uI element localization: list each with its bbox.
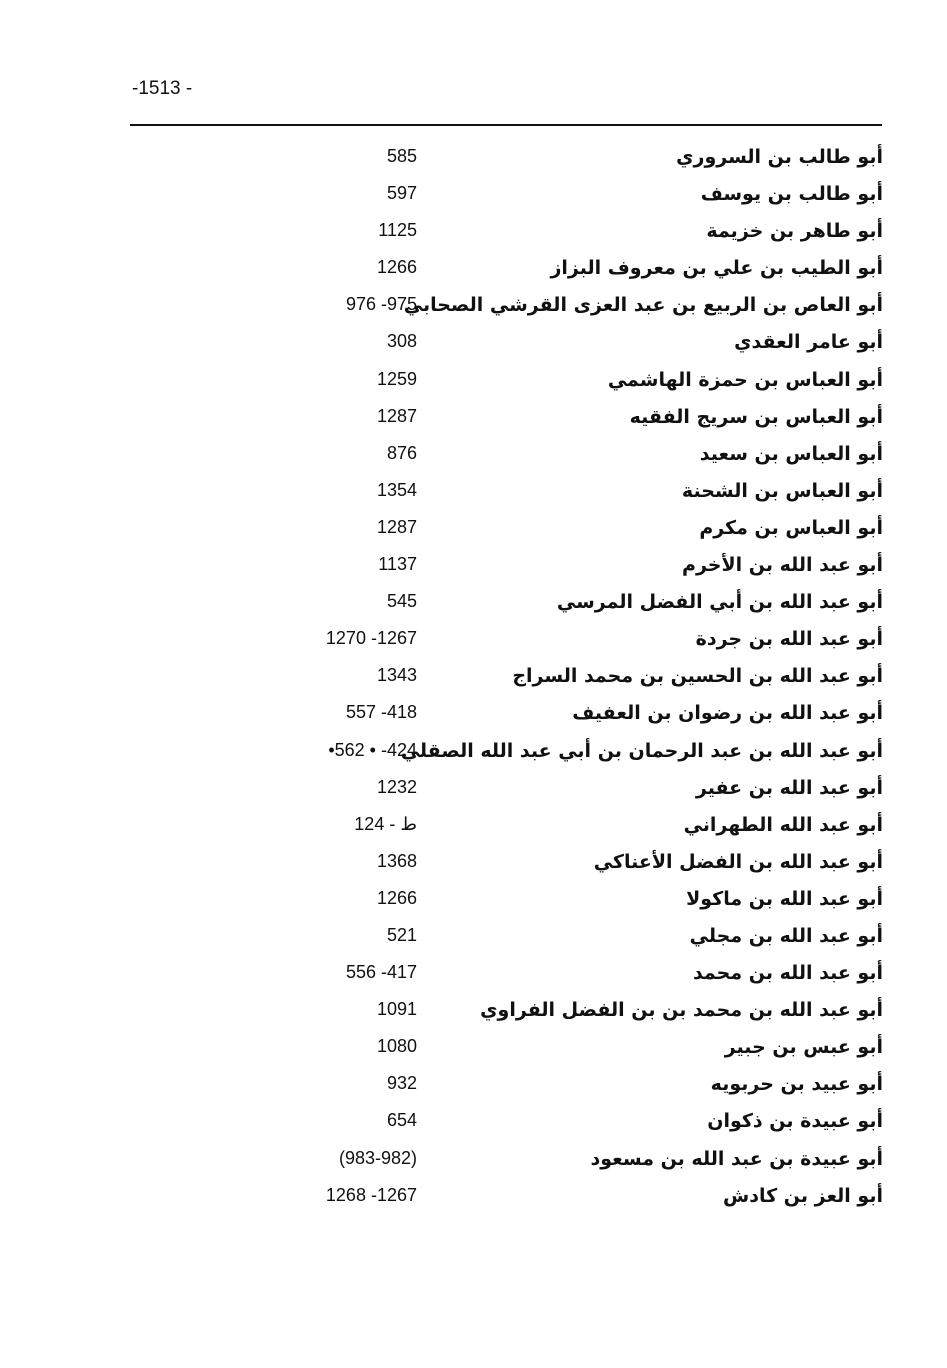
entry-pages: 597 bbox=[386, 183, 417, 204]
entry-pages: 1266 bbox=[376, 887, 417, 908]
entry-name: أبو العباس بن حمزة الهاشمي bbox=[607, 368, 883, 391]
index-entry bbox=[0, 993, 947, 1030]
entry-name: أبو عبد الله بن جردة bbox=[695, 628, 883, 651]
index-entry bbox=[0, 1104, 947, 1141]
index-entry bbox=[0, 585, 947, 622]
entry-pages: 1259 bbox=[376, 368, 417, 389]
entry-pages: 308 bbox=[386, 331, 417, 352]
index-entry bbox=[0, 288, 947, 325]
index-entry bbox=[0, 474, 947, 511]
index-entry bbox=[0, 845, 947, 882]
entry-name: أبو عبد الله بن أبي الفضل المرسي bbox=[556, 591, 883, 614]
index-entry bbox=[0, 511, 947, 548]
entry-name: أبو عبد الله بن الأخرم bbox=[682, 554, 883, 577]
entry-pages: 521 bbox=[386, 924, 417, 945]
entry-name: أبو عبد الله بن رضوان بن العفيف bbox=[572, 702, 883, 725]
entry-pages: 1125 bbox=[378, 220, 417, 241]
entry-name: أبو العاص بن الربيع بن عبد العزى القرشي الصحابي bbox=[403, 294, 883, 317]
index-entry bbox=[0, 177, 947, 214]
entry-pages: 1266 bbox=[376, 257, 417, 278]
page-number: -1513 - bbox=[132, 78, 193, 99]
entry-name: أبو طاهر بن خزيمة bbox=[706, 220, 883, 243]
index-entry bbox=[0, 251, 947, 288]
entry-name: أبو عبد الله بن محمد بن بن الفضل الفراوي bbox=[480, 999, 883, 1022]
index-entry bbox=[0, 808, 947, 845]
entry-pages: 585 bbox=[386, 146, 417, 166]
entry-name: أبو عبد الله الطهراني bbox=[683, 813, 883, 836]
entry-name: أبو عبد الله بن محمد bbox=[692, 962, 883, 985]
entry-name: أبو طالب بن يوسف bbox=[700, 183, 883, 206]
entry-pages: 1080 bbox=[376, 1036, 417, 1057]
index-entry bbox=[0, 214, 947, 251]
index-entry bbox=[0, 1030, 947, 1067]
entry-pages: 545 bbox=[386, 591, 417, 612]
entry-pages: 1368 bbox=[376, 850, 417, 871]
entry-pages: 1287 bbox=[376, 516, 417, 537]
entry-pages: 556 -417 bbox=[345, 962, 417, 983]
index-entry bbox=[0, 696, 947, 733]
index-entry bbox=[0, 1067, 947, 1104]
entry-name: أبو العباس بن سريج الفقيه bbox=[629, 405, 883, 428]
entry-pages: 1354 bbox=[376, 479, 417, 500]
entry-pages: 1137 bbox=[378, 554, 417, 575]
entry-pages: 1343 bbox=[376, 665, 417, 686]
index-entry bbox=[0, 1142, 947, 1179]
entry-name: أبو الطيب بن علي بن معروف البزاز bbox=[550, 257, 883, 280]
entry-pages: 654 bbox=[386, 1110, 417, 1131]
entry-pages: 1270 -1267 bbox=[325, 628, 417, 649]
index-entry bbox=[0, 956, 947, 993]
entry-name: أبو عبد الله بن مجلي bbox=[689, 924, 883, 947]
entry-name: أبو عبد الله بن ماكولا bbox=[686, 887, 883, 910]
entry-name: أبو عبد الله بن الحسين بن محمد السراج bbox=[512, 665, 883, 688]
entry-name: أبو عبيدة بن عبد الله بن مسعود bbox=[590, 1147, 883, 1170]
index-entry bbox=[0, 548, 947, 585]
entry-pages: 557 -418 bbox=[345, 702, 417, 723]
entry-name: أبو عبيد بن حربويه bbox=[710, 1073, 883, 1096]
entry-pages: 1287 bbox=[376, 405, 417, 426]
entry-pages: 1268 -1267 bbox=[325, 1184, 417, 1205]
entry-name: أبو العباس بن سعيد bbox=[699, 442, 883, 465]
index-entry bbox=[0, 734, 947, 771]
entry-pages: •562 • -424 bbox=[328, 739, 417, 760]
header-rule bbox=[130, 124, 882, 126]
index-entry bbox=[0, 1179, 947, 1216]
entry-pages: 976 -975 bbox=[345, 294, 417, 315]
index-entry bbox=[0, 771, 947, 808]
entry-pages: ط - 124 bbox=[354, 813, 417, 834]
index-entry bbox=[0, 919, 947, 956]
entry-name: أبو العباس بن مكرم bbox=[699, 516, 883, 539]
entry-name: أبو العباس بن الشحنة bbox=[681, 479, 883, 502]
index-entry bbox=[0, 659, 947, 696]
entry-pages: 932 bbox=[386, 1073, 417, 1094]
entry-pages: (983-982) bbox=[338, 1147, 417, 1168]
entry-name: أبو عبس بن جبير bbox=[724, 1036, 883, 1059]
index-entry bbox=[0, 363, 947, 400]
entry-name: أبو عبد الله بن الفضل الأعناكي bbox=[593, 850, 883, 873]
index-entry bbox=[0, 882, 947, 919]
entry-name: أبو عبيدة بن ذكوان bbox=[707, 1110, 883, 1133]
entry-pages: 876 bbox=[386, 442, 417, 463]
entry-pages: 1232 bbox=[376, 776, 417, 797]
entry-pages: 1091 bbox=[376, 999, 417, 1020]
entry-name: أبو عامر العقدي bbox=[734, 331, 883, 354]
index-list bbox=[0, 140, 947, 1216]
index-entry bbox=[0, 400, 947, 437]
entry-name: أبو العز بن كادش bbox=[723, 1184, 883, 1207]
index-entry bbox=[0, 140, 947, 177]
entry-name: أبو عبد الله بن عبد الرحمان بن أبي عبد الله الصقلي bbox=[400, 739, 883, 762]
entry-name: أبو عبد الله بن عفير bbox=[695, 776, 883, 799]
index-entry bbox=[0, 437, 947, 474]
entry-name: أبو طالب بن السروري bbox=[676, 146, 883, 168]
index-entry bbox=[0, 325, 947, 362]
index-entry bbox=[0, 622, 947, 659]
